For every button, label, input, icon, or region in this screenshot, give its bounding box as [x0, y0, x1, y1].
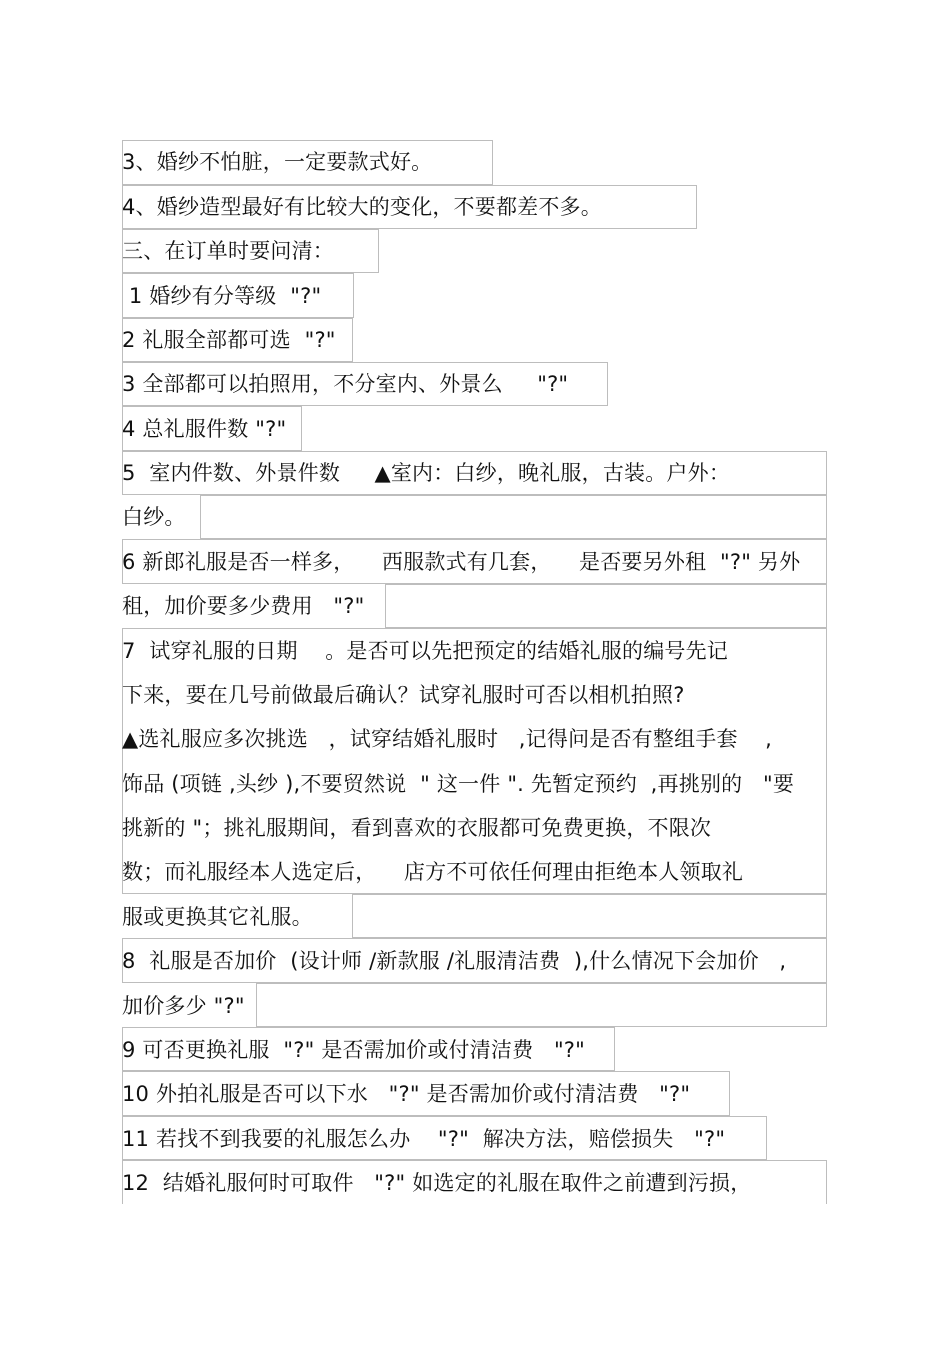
text-line: 7 试穿礼服的日期 。是否可以先把预定的结婚礼服的编号先记	[122, 639, 729, 663]
table-cell-border	[385, 584, 827, 628]
text-line: 11 若找不到我要的礼服怎么办 "?" 解决方法，赔偿损失 "?"	[122, 1127, 726, 1151]
text-line: 下来，要在几号前做最后确认？试穿礼服时可否以相机拍照?	[122, 683, 685, 707]
text-line: 12 结婚礼服何时可取件 "?" 如选定的礼服在取件之前遭到污损，	[122, 1171, 752, 1195]
table-cell-border	[200, 495, 827, 539]
text-line: 5 室内件数、外景件数 ▲室内：白纱，晚礼服，古装。户外：	[122, 461, 731, 485]
text-line: 挑新的 "；挑礼服期间，看到喜欢的衣服都可免费更换，不限次	[122, 816, 712, 840]
table-cell-border	[122, 628, 827, 894]
text-line: 加价多少 "?"	[122, 994, 245, 1018]
table-cell-border	[352, 894, 827, 938]
text-line: 3、婚纱不怕脏，一定要款式好。	[122, 150, 433, 174]
text-line: 服或更换其它礼服。	[122, 905, 313, 929]
text-line: 1 婚纱有分等级 "?"	[122, 284, 322, 308]
text-line: ▲选礼服应多次挑选 ，试穿结婚礼服时 ,记得问是否有整组手套 ,	[122, 727, 773, 751]
text-line: 白纱。	[122, 505, 186, 529]
text-line: 9 可否更换礼服 "?" 是否需加价或付清洁费 "?"	[122, 1038, 586, 1062]
text-line: 2 礼服全部都可选 "?"	[122, 328, 336, 352]
table-cell-border	[256, 983, 827, 1027]
text-line: 10 外拍礼服是否可以下水 "?" 是否需加价或付清洁费 "?"	[122, 1082, 691, 1106]
text-line: 4 总礼服件数 "?"	[122, 417, 287, 441]
text-line: 饰品 (项链 ,头纱 ),不要贸然说 " 这一件 ". 先暂定预约 ,再挑别的 "要	[122, 772, 795, 796]
text-line: 3 全部都可以拍照用，不分室内、外景么 "?"	[122, 372, 569, 396]
text-line: 三、在订单时要问清：	[122, 239, 334, 263]
text-line: 8 礼服是否加价 (设计师 /新款服 /礼服清洁费 ),什么情况下会加价 ,	[122, 949, 787, 973]
text-line: 4、婚纱造型最好有比较大的变化，不要都差不多。	[122, 195, 602, 219]
text-line: 租，加价要多少费用 "?"	[122, 594, 365, 618]
text-line: 数；而礼服经本人选定后， 店方不可依任何理由拒绝本人领取礼	[122, 860, 744, 884]
text-line: 6 新郎礼服是否一样多， 西服款式有几套， 是否要另外租 "?" 另外	[122, 550, 801, 574]
